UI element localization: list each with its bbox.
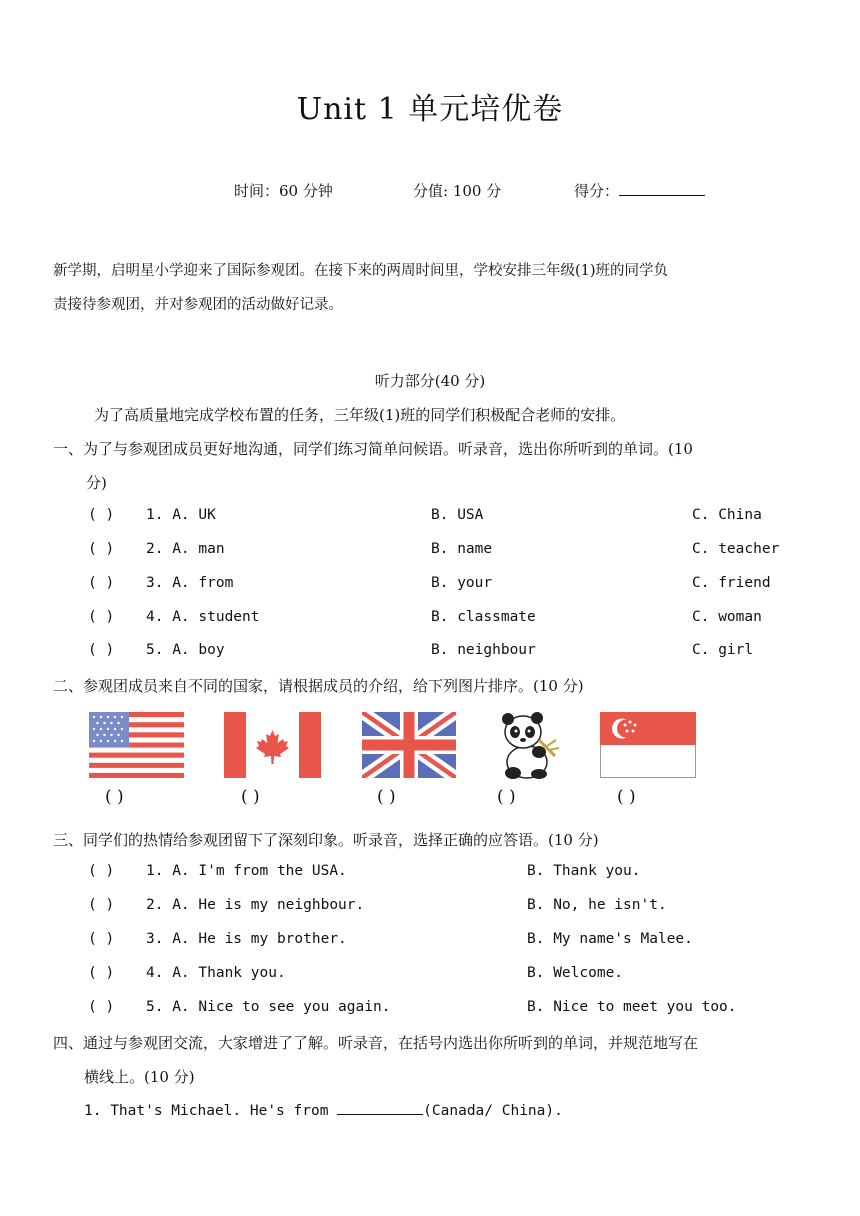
option-b: B. USA [431,507,484,523]
q4-answer-blank[interactable] [337,1100,423,1115]
usa-flag-icon [89,712,184,778]
option-b: B. No, he isn't. [527,897,667,913]
option-b: B. Thank you. [527,863,641,879]
answer-paren[interactable]: ( ) [88,999,115,1015]
intro-line-2: 责接待参观团，并对参观团的活动做好记录。 [53,297,343,313]
option-a: 3. A. from [146,575,234,591]
option-a: 1. A. UK [146,507,216,523]
answer-paren[interactable]: ( ) [88,931,115,947]
listening-desc: 为了高质量地完成学校布置的任务，三年级(1)班的同学们积极配合老师的安排。 [94,406,626,424]
answer-paren[interactable]: ( ) [88,965,115,981]
option-b: B. My name's Malee. [527,931,693,947]
q1-heading-cont: 分) [86,474,107,492]
time-info: 时间：60 分钟 [234,182,333,200]
singapore-flag-icon [600,712,696,778]
option-a: 3. A. He is my brother. [146,931,347,947]
option-b: B. classmate [431,609,536,625]
panda-icon [499,710,561,780]
option-a: 4. A. Thank you. [146,965,286,981]
score-got-label: 得分： [574,182,620,200]
option-a: 5. A. Nice to see you again. [146,999,391,1015]
answer-paren[interactable]: ( ) [88,863,115,879]
option-c: C. girl [692,642,754,658]
option-b: B. name [431,541,493,557]
image-answer-paren[interactable]: ( ) [105,787,124,807]
option-b: B. neighbour [431,642,536,658]
option-a: 5. A. boy [146,642,225,658]
option-c: C. China [692,507,762,523]
option-c: C. teacher [692,541,780,557]
score-total-info: 分值: 100 分 [413,182,502,200]
option-c: C. woman [692,609,762,625]
option-a: 4. A. student [146,609,260,625]
option-b: B. Welcome. [527,965,624,981]
listening-title: 听力部分(40 分) [374,372,486,390]
option-a: 1. A. I'm from the USA. [146,863,347,879]
page-title: Unit 1 单元培优卷 [296,92,564,127]
image-answer-paren[interactable]: ( ) [377,787,396,807]
image-answer-paren[interactable]: ( ) [617,787,636,807]
answer-paren[interactable]: ( ) [88,897,115,913]
q4-item-1-text: 1. That's Michael. He's from [84,1103,329,1119]
q2-heading: 二、参观团成员来自不同的国家，请根据成员的介绍，给下列图片排序。(10 分) [53,677,584,695]
option-b: B. your [431,575,493,591]
canada-flag-icon [224,712,321,778]
option-a: 2. A. He is my neighbour. [146,897,365,913]
answer-paren[interactable]: ( ) [88,609,115,625]
option-a: 2. A. man [146,541,225,557]
uk-flag-icon [362,712,456,778]
image-answer-paren[interactable]: ( ) [241,787,260,807]
score-got-info [574,180,705,201]
q4-heading: 四、通过与参观团交流，大家增进了了解。听录音，在括号内选出你所听到的单词，并规范地写在 [53,1034,699,1052]
q4-item-1 [84,1100,563,1119]
q1-heading: 一、为了与参观团成员更好地沟通，同学们练习简单问候语。听录音，选出你所听到的单词。(10 [53,440,693,458]
intro-line-1: 新学期，启明星小学迎来了国际参观团。在接下来的两周时间里，学校安排三年级(1)班的同学负 [53,263,669,279]
answer-paren[interactable]: ( ) [88,541,115,557]
q4-heading-cont: 横线上。(10 分) [84,1068,195,1086]
option-c: C. friend [692,575,771,591]
answer-paren[interactable]: ( ) [88,575,115,591]
q4-item-1-choices: (Canada/ China). [423,1103,563,1119]
answer-paren[interactable]: ( ) [88,507,115,523]
score-blank[interactable] [619,181,705,196]
image-answer-paren[interactable]: ( ) [497,787,516,807]
q3-heading: 三、同学们的热情给参观团留下了深刻印象。听录音，选择正确的应答语。(10 分) [53,831,599,849]
answer-paren[interactable]: ( ) [88,642,115,658]
option-b: B. Nice to meet you too. [527,999,737,1015]
